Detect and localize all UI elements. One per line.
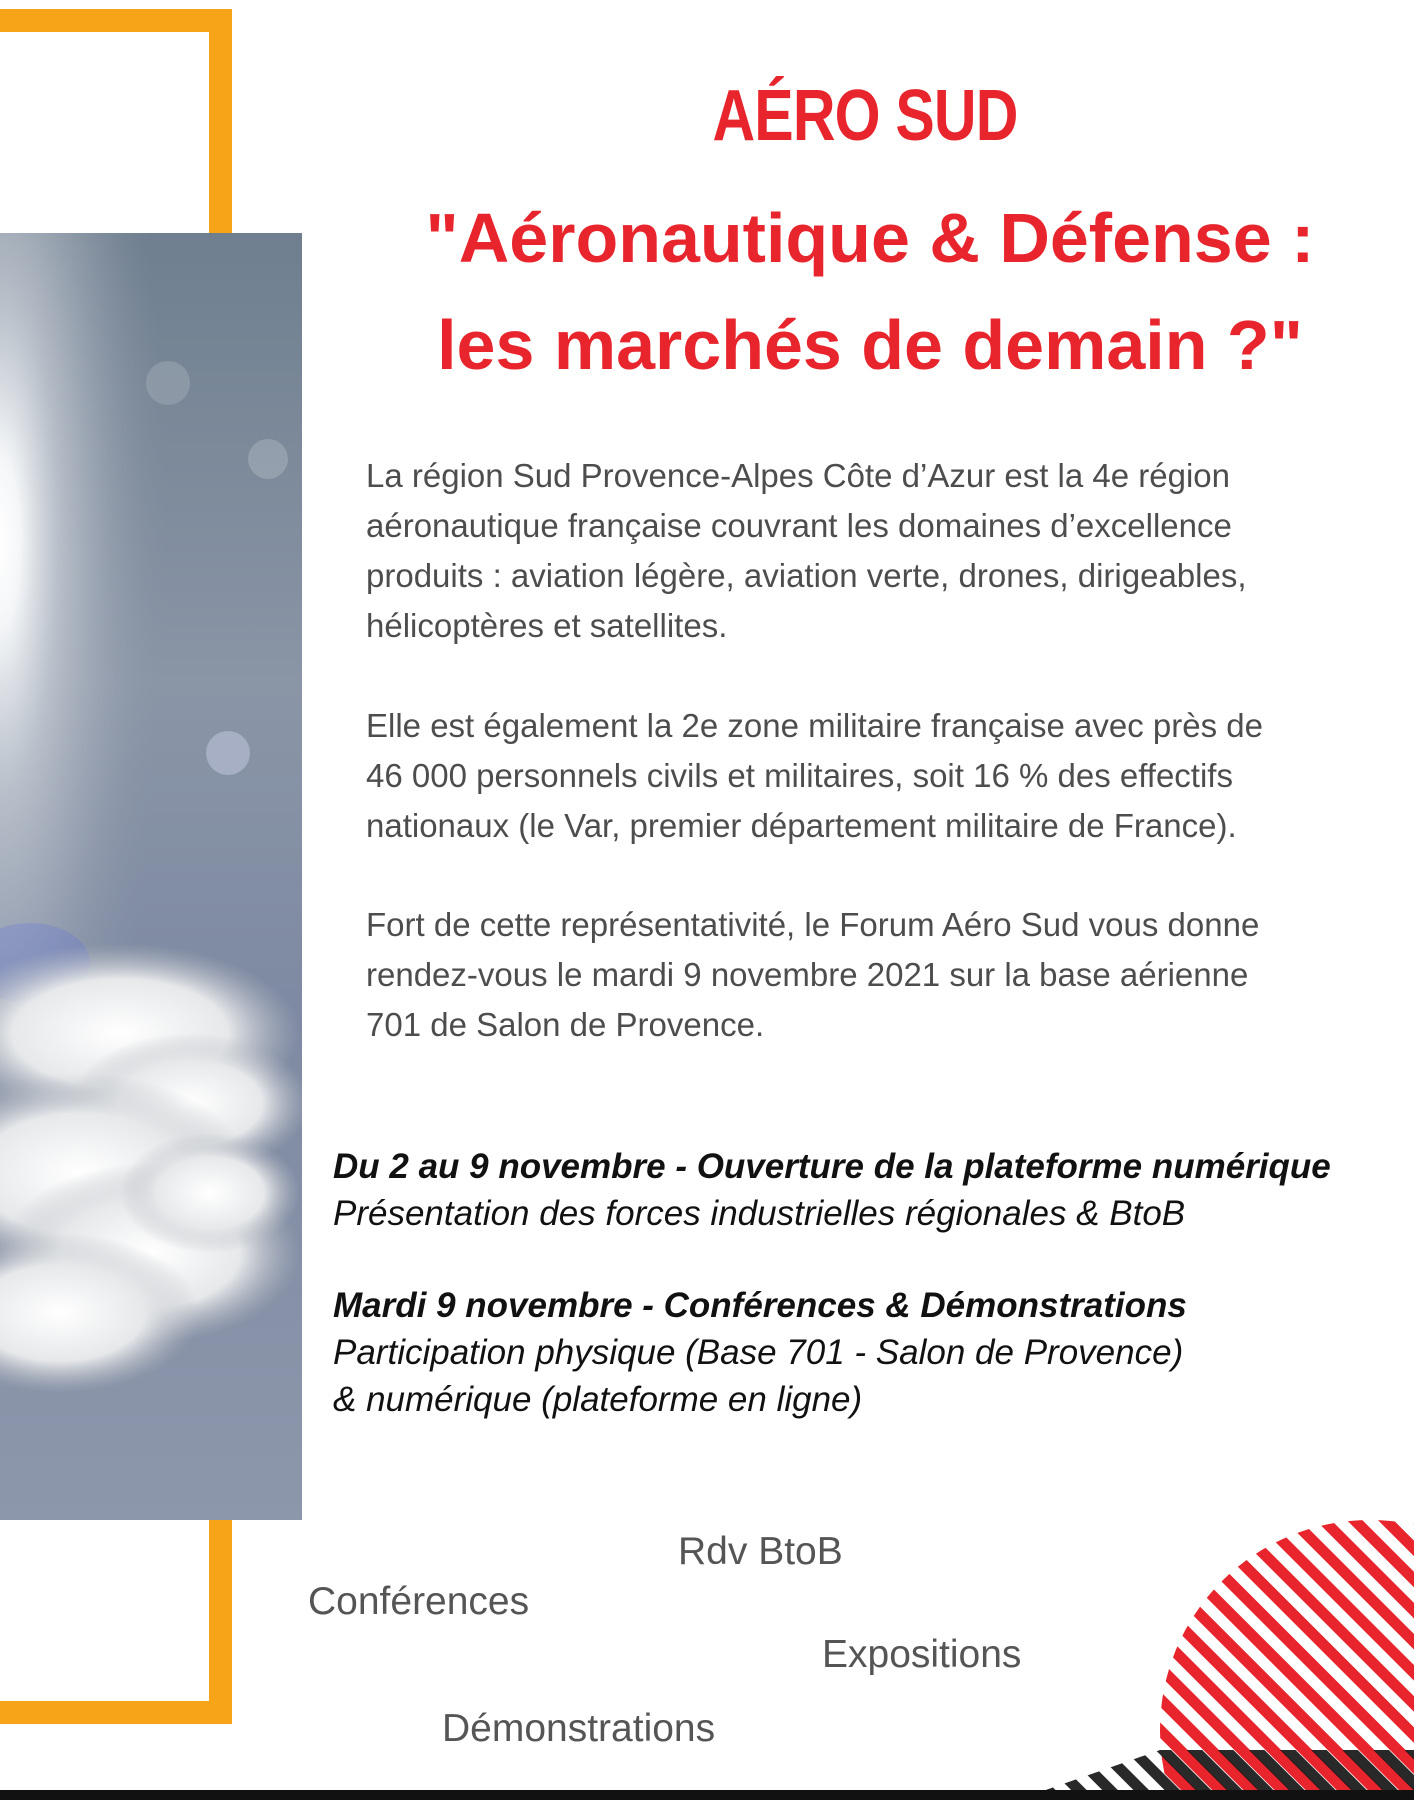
paragraph-line: rendez-vous le mardi 9 novembre 2021 sur la base aérienne [366,956,1249,993]
schedule-line: Participation physique (Base 701 - Salon de Provence) [333,1333,1184,1372]
paragraph-line: Fort de cette représentativité, le Forum Aéro Sud vous donne [366,906,1260,943]
event-kicker: AÉRO SUD [712,76,1018,156]
military-paragraph [366,701,1386,851]
title-line-2: les marchés de demain ?" [437,306,1303,384]
forum-paragraph [366,900,1386,1050]
schedule-heading: Du 2 au 9 novembre - Ouverture de la plateforme numérique [333,1147,1331,1186]
title-line-1: "Aéronautique & Défense : [425,199,1315,277]
paragraph-line: 46 000 personnels civils et militaires, soit 16 % des effectifs [366,757,1233,794]
bottom-bar [0,1790,1414,1800]
paragraph-line: produits : aviation légère, aviation verte, drones, dirigeables, [366,557,1247,594]
paragraph-line: La région Sud Provence-Alpes Côte d’Azur est la 4e région [366,457,1231,494]
keyword-conferences: Conférences [308,1580,530,1623]
paragraph-line: hélicoptères et satellites. [366,607,728,644]
paragraph-line: 701 de Salon de Provence. [366,1006,765,1043]
keyword-btob: Rdv BtoB [678,1530,843,1573]
keyword-expositions: Expositions [822,1633,1022,1676]
paragraph-line: nationaux (le Var, premier département militaire de France). [366,807,1237,844]
schedule-line: & numérique (plateforme en ligne) [333,1380,863,1419]
page-title [355,185,1385,399]
schedule-line: Présentation des forces industrielles régionales & BtoB [333,1194,1186,1233]
keyword-demonstrations: Démonstrations [442,1707,716,1750]
schedule-heading: Mardi 9 novembre - Conférences & Démonstrations [333,1286,1187,1325]
paragraph-line: aéronautique française couvrant les domaines d’excellence [366,507,1232,544]
sky-photo [0,233,302,1520]
intro-paragraph [366,451,1386,651]
schedule-item-platform [333,1143,1413,1237]
schedule-item-conferences [333,1282,1413,1423]
paragraph-line: Elle est également la 2e zone militaire française avec près de [366,707,1263,744]
